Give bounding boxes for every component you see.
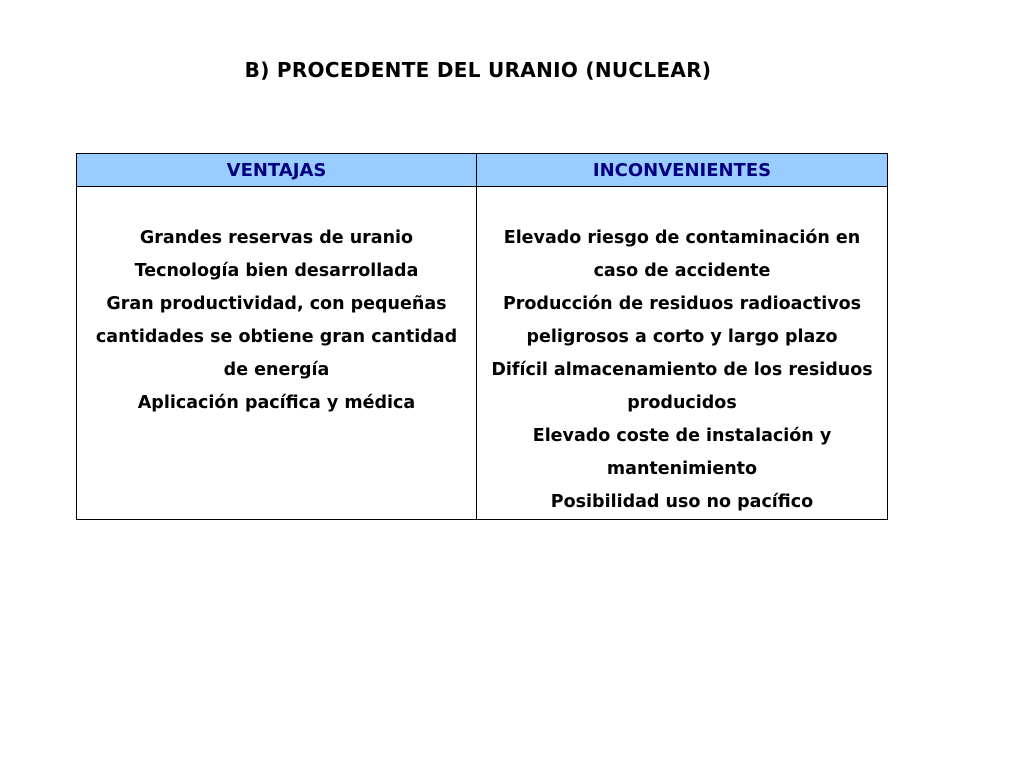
inconvenientes-list — [481, 222, 883, 519]
table-row — [77, 187, 888, 520]
list-item: Difícil almacenamiento de los residuos producidos — [491, 360, 873, 413]
list-item: Producción de residuos radioactivos peligrosos a corto y largo plazo — [502, 294, 862, 347]
list-item: Grandes reservas de uranio — [139, 228, 414, 248]
comparison-table — [76, 153, 888, 520]
column-header-inconvenientes: INCONVENIENTES — [477, 154, 888, 187]
ventajas-list — [81, 222, 472, 420]
table-header-row — [77, 154, 888, 187]
ventajas-cell — [77, 187, 477, 520]
page-title: B) PROCEDENTE DEL URANIO (NUCLEAR) — [244, 58, 712, 82]
inconvenientes-cell — [477, 187, 888, 520]
list-item: Aplicación pacífica y médica — [137, 393, 416, 413]
list-item: Elevado riesgo de contaminación en caso de accidente — [503, 228, 861, 281]
list-item: Gran productividad, con pequeñas cantidades se obtiene gran cantidad de energía — [95, 294, 458, 380]
list-item: Elevado coste de instalación y mantenimiento — [532, 426, 832, 479]
column-header-ventajas: VENTAJAS — [77, 154, 477, 187]
list-item: Posibilidad uso no pacífico — [550, 492, 814, 512]
list-item: Tecnología bien desarrollada — [134, 261, 419, 281]
